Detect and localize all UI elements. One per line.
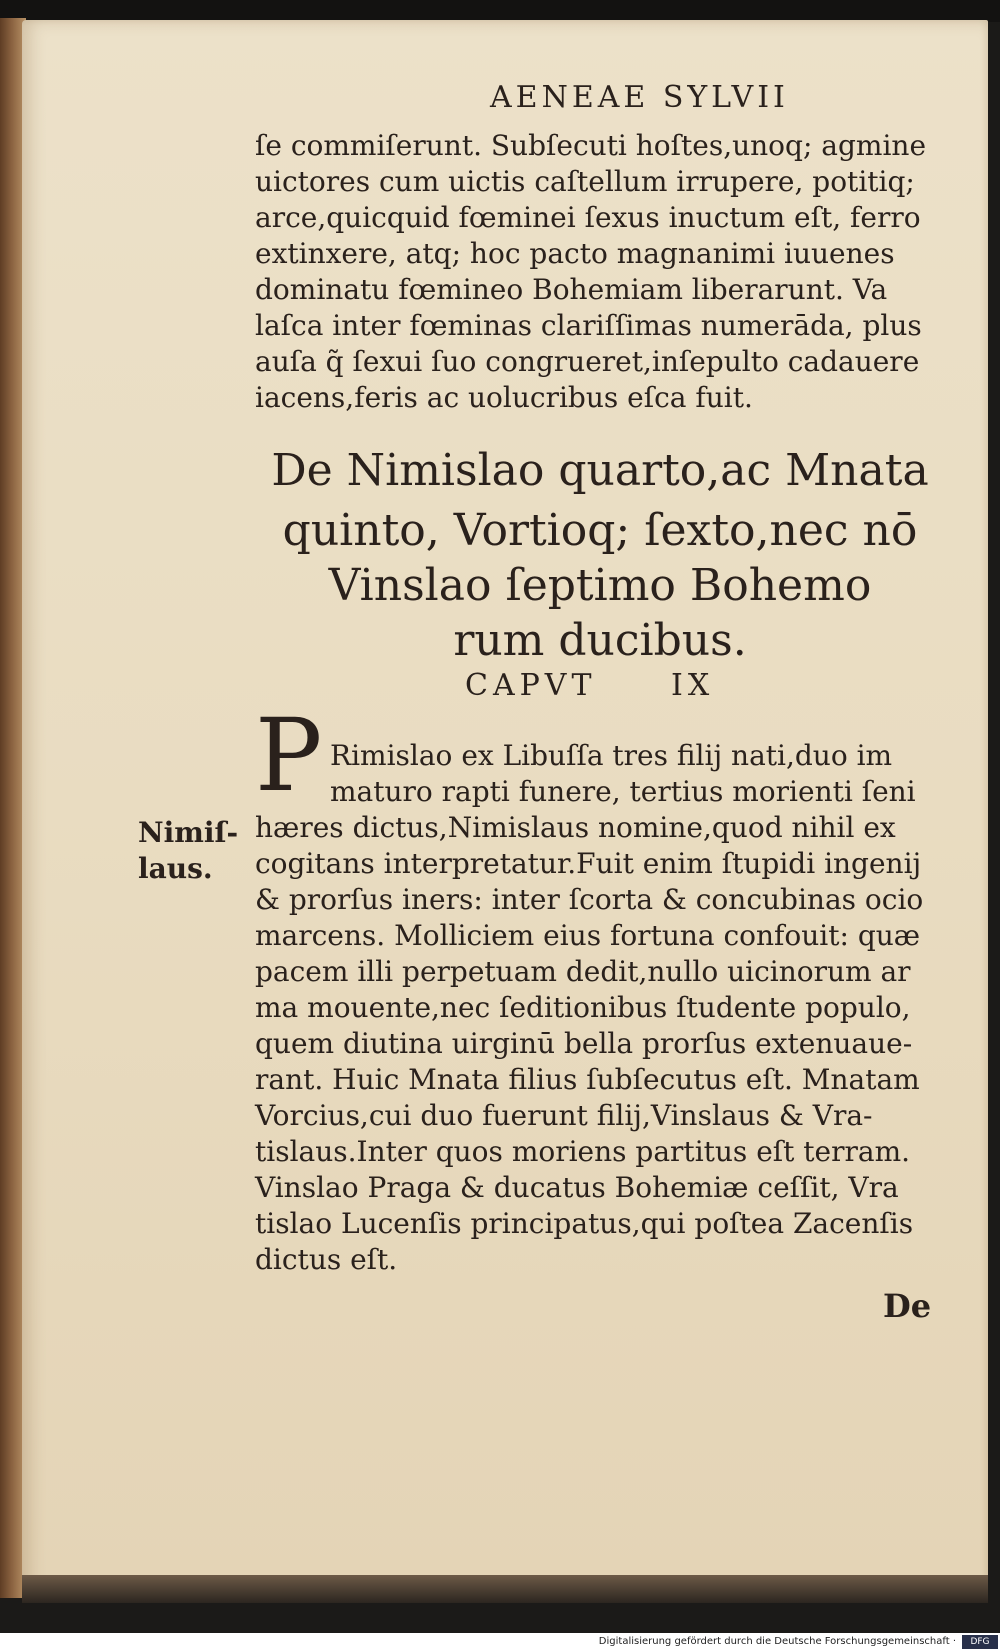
marginal-note-line: Nimiſ- [138,816,239,849]
body-line: Vinslao Praga & ducatus Bohemiæ ceſſit, Vra [255,1171,899,1204]
body-line: laſca inter fœminas clariſſimas numerāda, plus [255,309,922,342]
body-line: ma mouente,nec ſeditionibus ſtudente populo, [255,991,911,1024]
chapter-heading-line: Vinslao ſeptimo Bohemo [328,560,872,611]
top-dark-edge [0,0,1000,22]
body-line: Rimislao ex Libuſſa tres filij nati,duo im [330,739,893,772]
body-line: ſe commiſerunt. Subſecuti hoſtes,unoq; agmine [255,129,927,162]
body-line: dominatu fœmineo Bohemiam liberarunt. Va [255,273,888,306]
body-line: uictores cum uictis caſtellum irrupere, potitiq; [255,165,915,198]
running-head: AENEAE SYLVII [490,80,789,115]
body-line: auſa q̃ ſexui ſuo congrueret,inſepulto cadauere [255,345,920,378]
digitization-credit: Digitalisierung gefördert durch die Deutsche Forschungsgemeinschaft · [0,1633,1000,1651]
body-line: & prorſus iners: inter ſcorta & concubinas ocio [255,883,924,916]
body-line: cogitans interpretatur.Fuit enim ſtupidi ingenij [255,847,922,880]
body-line: Vorcius,cui duo fuerunt filij,Vinslaus & Vra- [255,1099,873,1132]
body-line: maturo rapti funere, tertius morienti ſeni [330,775,916,808]
body-line: marcens. Molliciem eius fortuna confouit: quæ [255,919,921,952]
body-line: quem diutina uirginū bella prorſus extenuaue- [255,1027,913,1060]
body-line: rant. Huic Mnata filius ſubſecutus eſt. Mnatam [255,1063,920,1096]
body-line: tislaus.Inter quos moriens partitus eſt terram. [255,1135,911,1168]
body-line: dictus eſt. [255,1243,398,1276]
body-line: hæres dictus,Nimislaus nomine,quod nihil ex [255,811,896,844]
body-line: pacem illi perpetuam dedit,nullo uicinorum ar [255,955,911,988]
body-line: iacens,feris ac uolucribus eſca fuit. [255,381,753,414]
marginal-note-line: laus. [138,852,213,885]
body-line: tislao Lucenſis principatus,qui poſtea Zacenſis [255,1207,914,1240]
dfg-logo: DFG [962,1635,998,1649]
chapter-number: CAPVT IX [465,668,715,703]
chapter-heading-line: rum ducibus. [453,615,747,666]
body-line: extinxere, atq; hoc pacto magnanimi iuuenes [255,237,895,270]
body-line: arce,quicquid fœminei ſexus inuctum eſt, ferro [255,201,921,234]
chapter-heading-line: De Nimislao quarto,ac Mnata [271,445,929,496]
page-bottom-shadow [22,1575,988,1603]
chapter-heading-line: quinto, Vortioq; ſexto,nec nō [282,505,918,556]
drop-cap-initial: P [255,697,323,814]
catchword: De [883,1287,932,1325]
